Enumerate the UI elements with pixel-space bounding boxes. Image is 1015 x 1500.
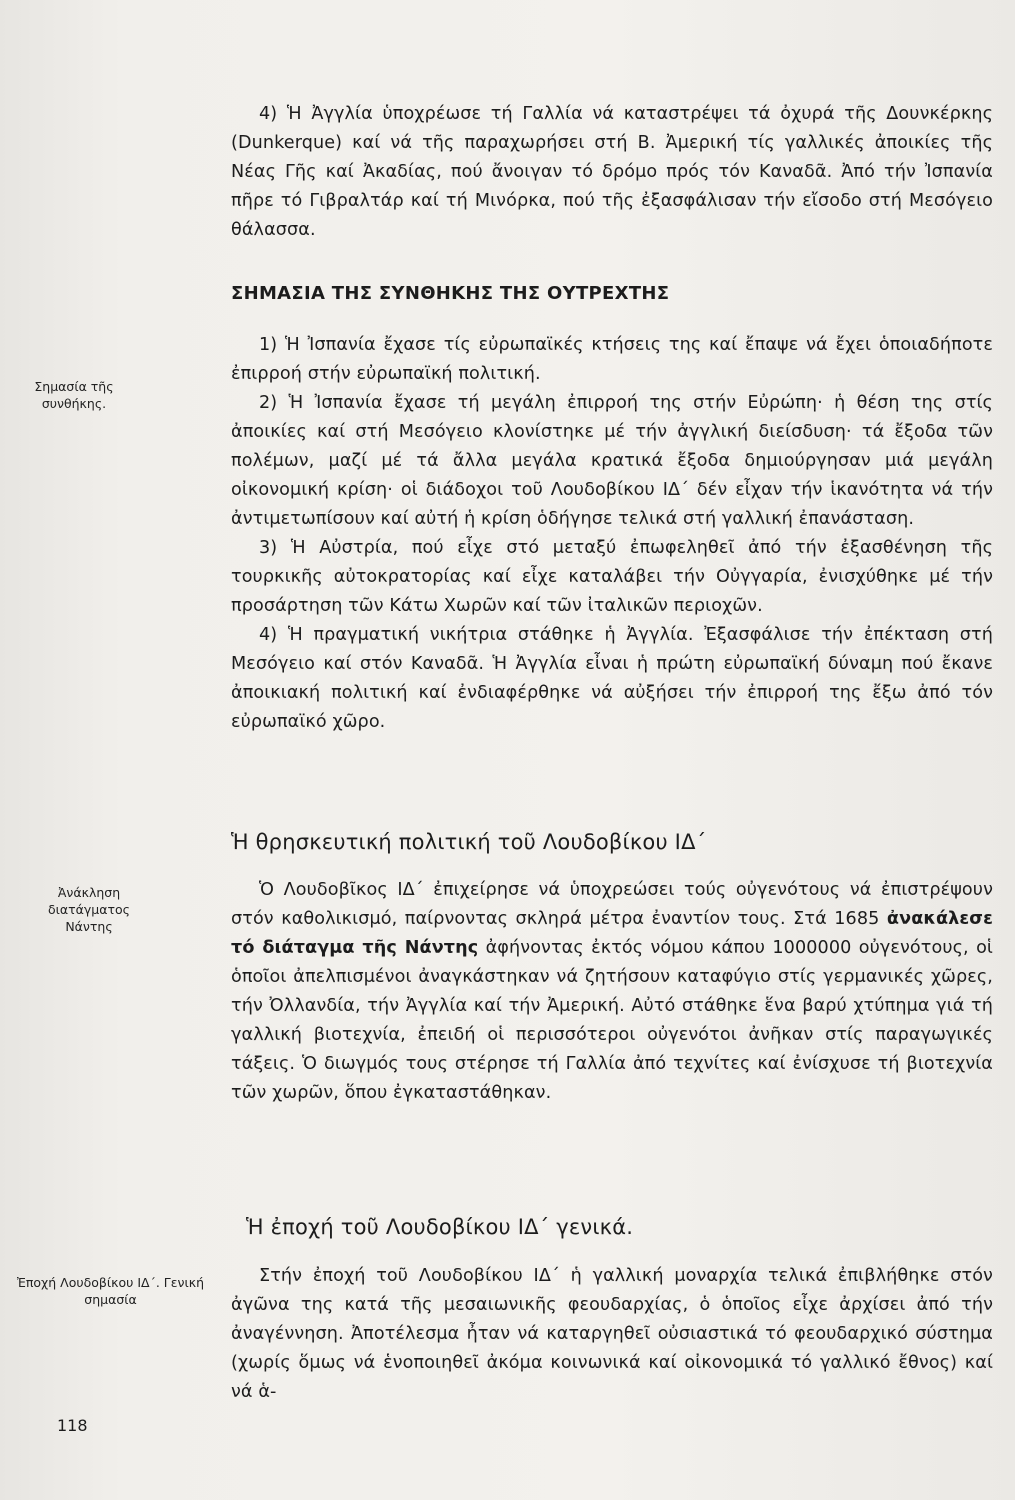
margin-note-significance: Σημασία τῆς συνθήκης. (34, 379, 114, 411)
section-heading-utrecht: ΣΗΜΑΣΙΑ ΤΗΣ ΣΥΝΘΗΚΗΣ ΤΗΣ ΟΥΤΡΕΧΤΗΣ (231, 283, 670, 304)
significance-point-2: 2) Ἡ Ἰσπανία ἔχασε τή μεγάλη ἐπιρροή της στήν Εὐρώπη· ἡ θέση της στίς ἀποικίες καί στή Μεσόγειο κλονίστηκε μέ τήν ἀγγλική διείσδυση· τά ἔξοδα τῶν πολέμων, μαζί μέ τά ἄλλα μεγάλα κρατικά ἔξοδα δημιούργησαν μιά μεγάλη οἰκονομική κρίση· οἱ διάδοχοι τοῦ Λουδοβίκου ΙΔ΄ δέν εἶχαν τήν ἱκανότητα νά τήν ἀντιμετωπίσουν καί αὐτή ἡ κρίση ὁδήγησε τελικά στή γαλλική ἐπανάσταση. (231, 393, 993, 529)
paragraph-era: Στήν ἐποχή τοῦ Λουδοβίκου ΙΔ΄ ἡ γαλλική μοναρχία τελικά ἐπιβλήθηκε στόν ἀγῶνα της κατά τῆς μεσαιωνικῆς φεουδαρχίας, ὁ ὁποῖος εἶχε ἀρχίσει ἀπό τήν ἀναγέννηση. Ἀποτέλεσμα ἦταν νά καταργηθεῖ οὐσιαστικά τό φεουδαρχικό σύστημα (χωρίς ὅμως νά ἑνοποιηθεῖ ἀκόμα κοινωνικά καί οἰκονομικά τό γαλλικό ἔθνος) καί νά ἁ- (231, 1266, 993, 1402)
section-heading-era: Ἡ ἐποχή τοῦ Λουδοβίκου ΙΔ΄ γενικά. (246, 1215, 634, 1239)
highlight-revocation-edict: ἀνακάλεσε τό διάταγμα τῆς Νάντης (231, 909, 993, 958)
section-heading-religious-policy: Ἡ θρησκευτική πολιτική τοῦ Λουδοβίκου ΙΔ΄ (231, 830, 707, 854)
significance-point-4: 4) Ἡ πραγματική νικήτρια στάθηκε ἡ Ἀγγλία. Ἐξασφάλισε τήν ἐπέκταση στή Μεσόγειο καί στόν Καναδᾶ. Ἡ Ἀγγλία εἶναι ἡ πρώτη εὐρωπαϊκή δύναμη πού ἔκανε ἀποικιακή πολιτική καί ἐνδιαφέρθηκε νά αὐξήσει τήν ἐπιρροή της ἔξω ἀπό τόν εὐρωπαϊκό χῶρο. (231, 625, 993, 732)
significance-point-1: 1) Ἡ Ἰσπανία ἔχασε τίς εὐρωπαϊκές κτήσεις της καί ἔπαψε νά ἔχει ὁποιαδήποτε ἐπιρροή στήν εὐρωπαϊκή πολιτική. (231, 335, 993, 384)
margin-note-revocation: Ἀνάκληση διατάγματος Νάντης (48, 885, 130, 934)
paragraph-england-gains: 4) Ἡ Ἀγγλία ὑποχρέωσε τή Γαλλία νά καταστρέψει τά ὀχυρά τῆς Δουνκέρκης (Dunkerque) καί νά τῆς παραχωρήσει στή Β. Ἀμερική τίς γαλλικές ἀποικίες τῆς Νέας Γῆς καί Ἀκαδίας, πού ἄνοιγαν τό δρόμο πρός τόν Καναδᾶ. Ἀπό τήν Ἰσπανία πῆρε τό Γιβραλτάρ καί τή Μινόρκα, πού τῆς ἐξασφάλισαν τήν εἴσοδο στή Μεσόγειο θάλασσα. (231, 104, 993, 240)
paragraph-religious-policy: Ὁ Λουδοβῖκος ΙΔ΄ ἐπιχείρησε νά ὑποχρεώσει τούς οὐγενότους νά ἐπιστρέψουν στόν καθολικισμό, παίρνοντας σκληρά μέτρα ἐναντίον τους. Στά 1685 ἀνακάλεσε τό διάταγμα τῆς Νάντης ἀφήνοντας ἐκτός νόμου κάπου 1000000 οὐγενότους, οἱ ὁποῖοι ἀπελπισμένοι ἀναγκάστηκαν νά ζητήσουν καταφύγιο στίς γερμανικές χῶρες, τήν Ὀλλανδία, τήν Ἀγγλία καί τήν Ἀμερική. Αὐτό στάθηκε ἕνα βαρύ χτύπημα γιά τή γαλλική βιοτεχνία, ἐπειδή οἱ περισσότεροι οὐγενότοι ἀνῆκαν στίς παραγωγικές τάξεις. Ὁ διωγμός τους στέρησε τή Γαλλία ἀπό τεχνίτες καί ἐνίσχυσε τή βιοτεχνία τῶν χωρῶν, ὅπου ἐγκαταστάθηκαν. (231, 880, 993, 1103)
significance-point-3: 3) Ἡ Αὐστρία, πού εἶχε στό μεταξύ ἐπωφεληθεῖ ἀπό τήν ἐξασθένηση τῆς τουρκικῆς αὐτοκρατορίας καί εἶχε καταλάβει τήν Οὐγγαρία, ἐνισχύθηκε μέ τήν προσάρτηση τῶν Κάτω Χωρῶν καί τῶν ἰταλικῶν περιοχῶν. (231, 538, 993, 616)
margin-note-era: Ἐποχή Λουδοβίκου ΙΔ΄. Γενική σημασία (17, 1275, 204, 1307)
significance-list (231, 331, 993, 737)
page-number: 118 (57, 1416, 88, 1435)
